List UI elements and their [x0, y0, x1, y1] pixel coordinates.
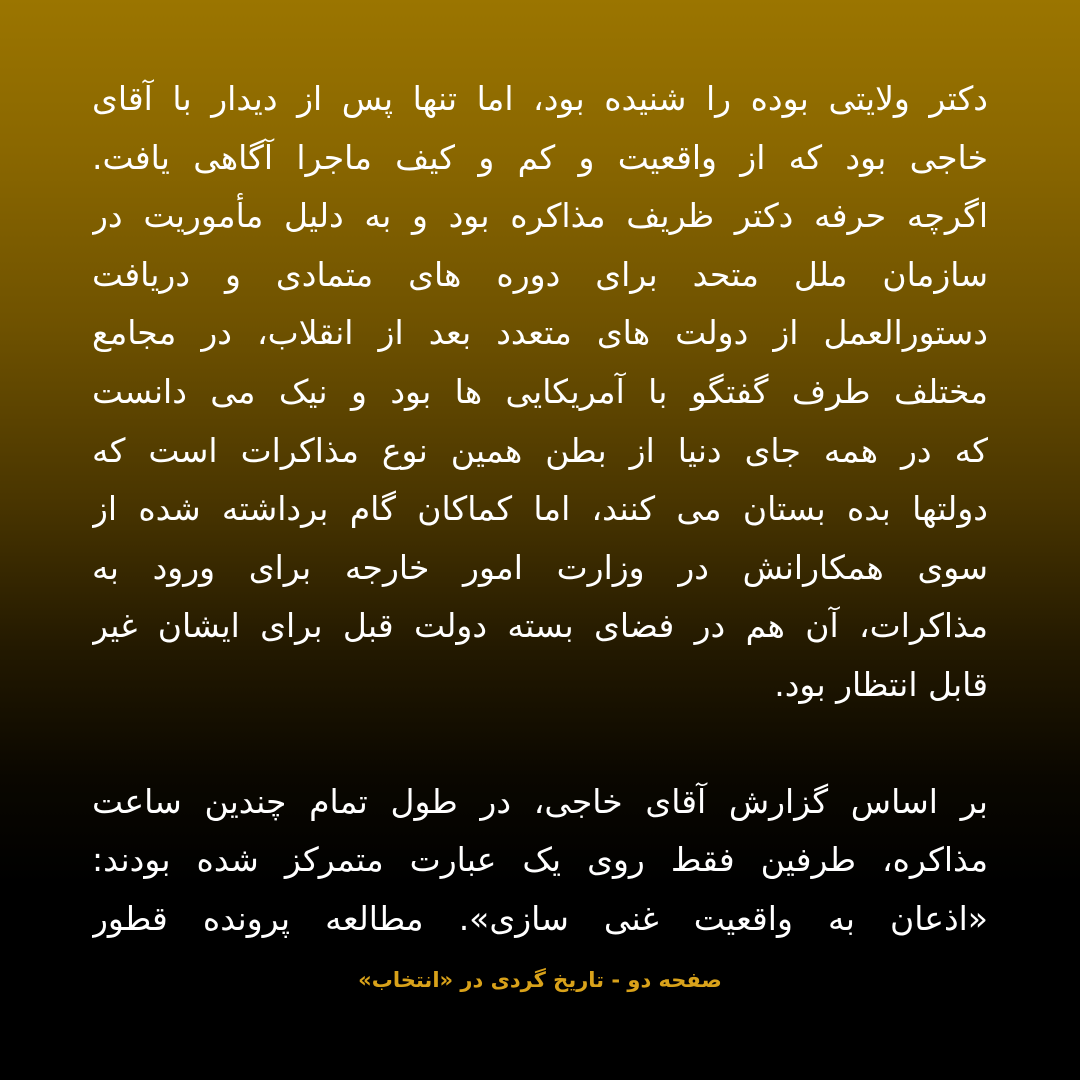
text-line: بر اساس گزارش آقای خاجی، در طول تمام چندین ساعت: [92, 781, 988, 821]
text-line: سازمان ملل متحد برای دوره های متمادی و دریافت: [92, 254, 988, 294]
text-line: دولتها بده بستان می کنند، اما کماکان گام برداشته شده از: [92, 489, 988, 529]
paragraph-2: [92, 773, 988, 949]
text-line: اگرچه حرفه دکتر ظریف مذاکره بود و به دلیل مأموریت در: [92, 196, 988, 236]
text-line: مذاکره، طرفین فقط روی یک عبارت متمرکز شده بودند:: [92, 840, 988, 880]
text-line: «اذعان به واقعیت غنی سازی». مطالعه پرونده قطور: [92, 898, 988, 938]
text-line: قابل انتظار بود.: [774, 664, 988, 704]
footer-caption: صفحه دو - تاریخ گردی در «انتخاب»: [358, 968, 722, 992]
text-line: دستورالعمل از دولت های متعدد بعد از انقلاب، در مجامع: [92, 313, 988, 353]
text-line: که در همه جای دنیا از بطن همین نوع مذاکرات است که: [92, 430, 988, 470]
paragraph-gap: [92, 715, 988, 773]
text-line: مذاکرات، آن هم در فضای بسته دولت قبل برای ایشان غیر: [92, 606, 988, 646]
text-line: دکتر ولایتی بوده را شنیده بود، اما تنها پس از دیدار با آقای: [92, 79, 988, 118]
body-text: [92, 70, 988, 948]
text-line: مختلف طرف گفتگو با آمریکایی ها بود و نیک می دانست: [92, 371, 988, 411]
text-line: سوی همکارانش در وزارت امور خارجه برای ورود به: [92, 547, 988, 587]
paragraph-1: [92, 70, 988, 715]
text-line: خاجی بود که از واقعیت و کم و کیف ماجرا آگاهی یافت.: [92, 137, 988, 177]
